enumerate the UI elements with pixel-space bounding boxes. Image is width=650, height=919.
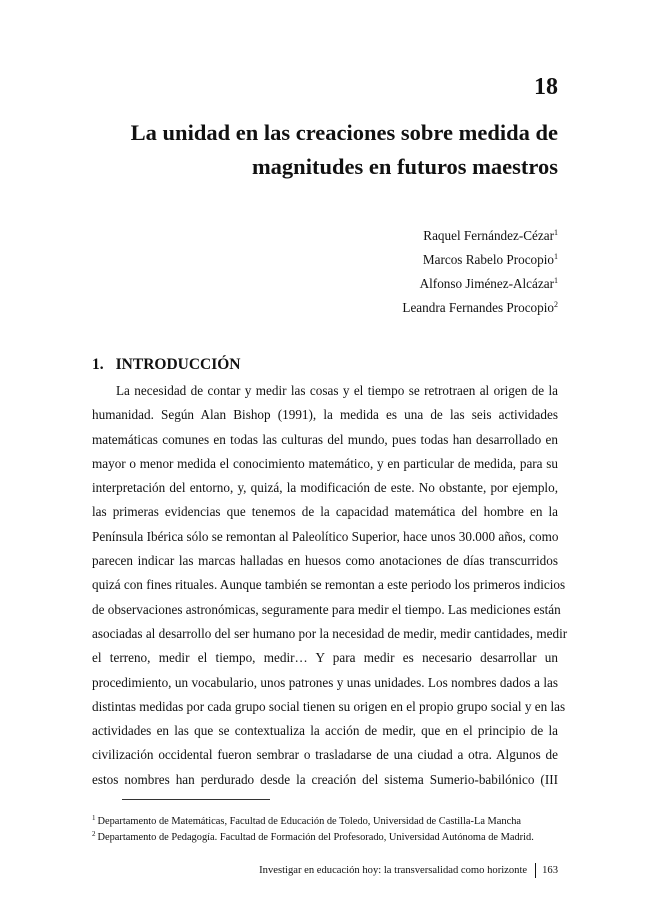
body-line: parecen indicar las marcas halladas en huesos como anotaciones de días transcurridos xyxy=(92,553,558,569)
body-line: las primeras evidencias que tenemos de la capacidad matemática del hombre en la xyxy=(92,504,558,520)
affiliation-mark: 1 xyxy=(554,276,558,285)
body-text xyxy=(92,379,568,792)
body-line: humanidad. Según Alan Bishop (1991), la medida es una de las seis actividades xyxy=(92,407,558,423)
footer-separator xyxy=(535,863,536,878)
chapter-title-line-2: magnitudes en futuros maestros xyxy=(251,154,558,179)
section-title: INTRODUCCIÓN xyxy=(115,356,241,373)
chapter-title-line-1: La unidad en las creaciones sobre medida de xyxy=(130,120,558,145)
body-line: actividades en las que se contextualiza la acción de medir, que en el principio de la xyxy=(92,723,558,739)
body-line: interpretación del entorno, y, quizá, la modificación de este. No obstante, por ejemplo, xyxy=(92,480,558,496)
body-line: estos nombres han perdurado desde la creación del sistema Sumerio-babilónico (III xyxy=(92,771,558,787)
author: Raquel Fernández-Cézar$^1$ xyxy=(423,228,558,243)
affiliation-mark: 1 xyxy=(554,252,558,261)
author: Marcos Rabelo Procopio$^1$ xyxy=(422,252,558,267)
body-line: La necesidad de contar y medir las cosas y el tiempo se retrotraen al origen de la xyxy=(116,383,558,398)
chapter-title xyxy=(92,116,558,184)
author: Alfonso Jiménez-Alcázar$^1$ xyxy=(419,276,558,291)
author: Leandra Fernandes Procopio$^2$ xyxy=(402,300,558,315)
body-line: quizá con fines rituales. Aunque también se remontan a este periodo los primeros indicios xyxy=(92,577,566,593)
section-number: 1. xyxy=(92,356,104,373)
body-line: asociadas al desarrollo del ser humano por la necesidad de medir, medir cantidades, medir xyxy=(92,625,568,641)
chapter-number: 18 xyxy=(534,74,558,100)
footnote: $^1$ Departamento de Matemáticas, Facultad de Educación de Toledo, Universidad de Castilla-La Mancha xyxy=(92,814,521,827)
section-heading xyxy=(92,356,241,374)
body-line: mayor o menor medida el conocimiento matemático, y en particular de medida, para su xyxy=(92,455,558,471)
footnote-mark: 2 xyxy=(92,830,96,838)
author-list xyxy=(402,224,558,320)
body-line: el terreno, medir el tiempo, medir… Y para medir es necesario desarrollar un xyxy=(92,650,558,666)
running-footer-title: Investigar en educación hoy: la transversalidad como horizonte xyxy=(259,865,528,876)
page-number: 163 xyxy=(542,865,558,876)
body-line: civilización occidental fueron sembrar o trasladarse de una ciudad a otra. Algunos de xyxy=(92,747,558,763)
affiliation-mark: 1 xyxy=(554,228,558,237)
footnote-divider xyxy=(122,799,270,800)
footnote-mark: 1 xyxy=(92,814,96,822)
footnotes xyxy=(92,814,562,846)
page-footer xyxy=(259,863,558,878)
footnote: $^2$ Departamento de Pedagogía. Facultad de Formación del Profesorado, Universidad Autónoma de Madrid. xyxy=(92,830,534,843)
body-line: de observaciones astronómicas, seguramente para medir el tiempo. Las mediciones están xyxy=(92,601,561,617)
body-line: procedimiento, un vocabulario, unos patrones y unas unidades. Los nombres dados a las xyxy=(92,674,558,690)
body-line: distintas medidas por cada grupo social tienen su origen en el propio grupo social y en las xyxy=(92,698,566,714)
body-line: matemáticas comunes en todas las culturas del mundo, pues todas han desarrollado en xyxy=(92,431,558,447)
affiliation-mark: 2 xyxy=(554,300,558,309)
body-line: Península Ibérica sólo se remontan al Paleolítico Superior, hace unos 30.000 años, como xyxy=(92,528,559,544)
